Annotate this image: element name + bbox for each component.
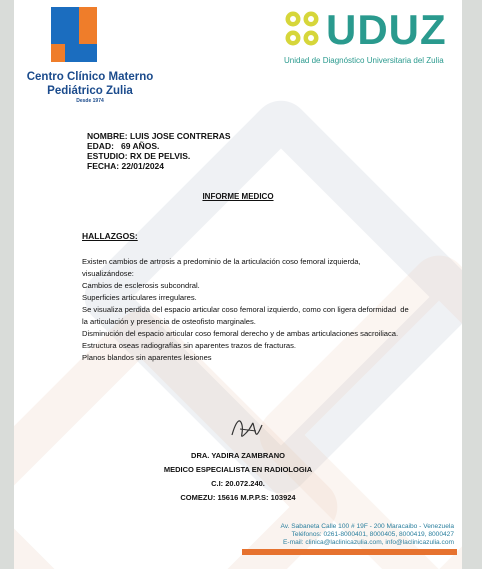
finding-item: Planos blandos sin aparentes lesiones: [82, 353, 212, 362]
report-title: INFORME MEDICO: [202, 192, 274, 201]
finding-item: Existen cambios de artrosis a predominio de la articulación coso femoral izquierda, visualizándose:: [82, 257, 361, 278]
doctor-title: MEDICO ESPECIALISTA EN RADIOLOGIA: [163, 465, 313, 474]
findings-body: [82, 256, 412, 364]
clinic-name-line2: Pediátrico Zulia: [47, 85, 133, 97]
uduz-subtitle: Unidad de Diagnóstico Universitaria del Zulia: [284, 56, 444, 65]
footer-address: Av. Sabaneta Calle 100 # 19F - 200 Maracaibo - Venezuela: [280, 523, 454, 530]
patient-name: NOMBRE: LUIS JOSE CONTRERAS: [87, 131, 231, 141]
report-page: [14, 0, 462, 569]
finding-item: Superficies articulares irregulares.: [82, 293, 197, 302]
footer-phones: Teléfonos: 0261-8000401, 8000405, 8000419, 8000427: [291, 531, 454, 538]
patient-info: [87, 131, 231, 171]
doctor-name: DRA. YADIRA ZAMBRANO: [191, 451, 285, 460]
finding-item: Disminución del espacio articular coso femoral derecho y de ambas articulaciones sacroiliaca.: [82, 329, 399, 338]
finding-item: Se visualiza perdida del espacio articular coso femoral izquierdo, como con ligera deformidad de la articulación y presencia de osteofisto marginales.: [82, 305, 411, 326]
footer-bar: [242, 549, 457, 555]
footer-email[interactable]: E-mail: clinica@laclinicazulia.com, info@laclinicazulia.com: [283, 539, 454, 546]
doctor-ci: C.I: 20.072.240.: [211, 479, 265, 488]
patient-age: EDAD: 69 AÑOS.: [87, 141, 160, 151]
signature-image: [226, 413, 266, 445]
patient-date: FECHA: 22/01/2024: [87, 161, 165, 171]
uduz-flower-icon: [284, 10, 322, 50]
clinic-since: Desde 1974: [76, 98, 104, 104]
finding-item: Estructura oseas radiografías sin aparentes trazos de fracturas.: [82, 341, 296, 350]
clinic-name-line1: Centro Clínico Materno: [26, 71, 154, 83]
finding-item: Cambios de esclerosis subcondral.: [82, 281, 200, 290]
patient-study: ESTUDIO: RX DE PELVIS.: [87, 151, 191, 161]
findings-heading: HALLAZGOS:: [82, 231, 138, 241]
uduz-logo-word: UDUZ: [326, 6, 447, 53]
doctor-license: COMEZU: 15616 M.P.P.S: 103924: [180, 493, 296, 502]
